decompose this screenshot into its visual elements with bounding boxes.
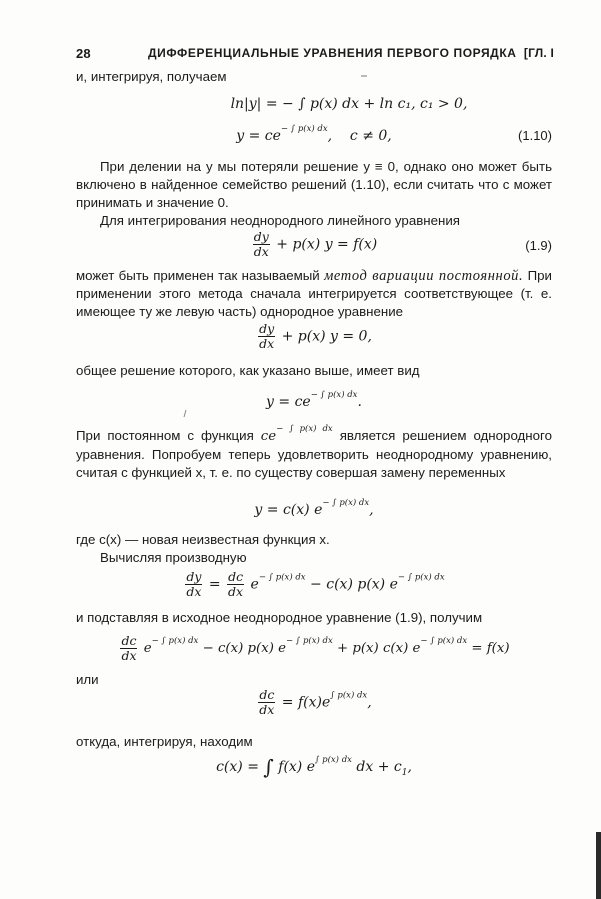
chapter-mark: [ГЛ. I [523,46,554,60]
paragraph-4-start: может быть применен так называемый [76,268,320,283]
paragraph-6: При постоянном c функция $ce^{- \int p(x) dx}$ является решением однородного уравнения. Попробуем теперь удовлетворить неоднородному уравнению, считая c функцией x, т. е. по существу совершая замену переменных [76,424,552,480]
equation-derivative: $\frac{dy}{dx}$ = $\frac{dc}{dx}$ $e^{- \int p(x) dx} - c(x)$ p(x) $e^{- \int p(x) dx}$ [186,569,445,599]
paragraph-6-end: является решением однородного уравнения. Попробуем теперь удовлетворить неоднородному уравнению, считая c функцией x, т. е. по существу совершая замену переменных [76,428,552,480]
scan-tick [184,410,186,417]
paragraph-10: или [76,672,99,687]
paragraph-3: Для интегрирования неоднородного линейного уравнения [100,213,460,228]
equation-homogeneous: $\frac{dy}{dx}$ + p(x) y = 0, [259,321,372,351]
equation-substitution: y = c(x) $e^{- \int p(x) dx}$, [254,498,374,518]
paragraph-9: и подставляя в исходное неоднородное уравнение (1.9), получим [76,610,483,625]
equation-general-solution: $y = ce^{- \int p(x) dx}$. [266,390,362,410]
page-edge-shadow [596,832,601,899]
paragraph-2: При делении на y мы потеряли решение y ≡ 0, однако оно может быть включено в найденное семейство решений (1.10), если считать что c может принимать и значение 0. [76,159,552,210]
equation-ln-y: ln|y| = − ∫ p(x) dx + ln c₁, c₁ > 0, [230,96,468,112]
running-title: ДИФФЕРЕНЦИАЛЬНЫЕ УРАВНЕНИЯ ПЕРВОГО ПОРЯДКА [148,46,517,60]
equation-1-9: $\frac{dy}{dx}$ + p(x) y = f(x) (1.9) [253,229,552,259]
paragraph-6-start: При постоянном c функция [76,428,254,443]
equation-dc-dx: $\frac{dc}{dx}$ = $f(x)e^{\int p(x) dx}$, [259,687,372,717]
paragraph-11: откуда, интегрируя, находим [76,734,253,749]
paragraph-4-end: При применении этого метода сначала интегрируется соответствующее (т. е. имеющее ту же левую часть) однородное уравнение [76,268,552,319]
equation-number-1-10: (1.10) [518,128,552,143]
paragraph-7: где c(x) — новая неизвестная функция x. [76,532,330,547]
paragraph-5: общее решение которого, как указано выше, имеет вид [76,363,420,378]
condition-c-nonzero: c ≠ 0, [349,128,392,144]
equation-1-10: $y = ce^{- \int p(x) dx}$, c ≠ 0, (1.10) [236,124,552,144]
paragraph-8: Вычисляя производную [100,550,247,565]
equation-substituted: $\frac{dc}{dx}$ $e^{- \int p(x) dx} - c(x)$ p(x) $e^{- \int p(x) dx} + p(x)$ c(x) $e^{- \int p(x) dx} = f(x)$ [121,633,510,663]
paragraph-1: и, интегрируя, получаем [76,69,227,84]
equation-number-1-9: (1.9) [525,238,552,253]
equation-c-of-x: c(x) = ∫ f(x) $e^{\int p(x) dx}$ dx + $c_1$, [216,755,412,779]
page-number: 28 [76,46,91,61]
method-name: метод вариации постоянной. [324,268,524,284]
